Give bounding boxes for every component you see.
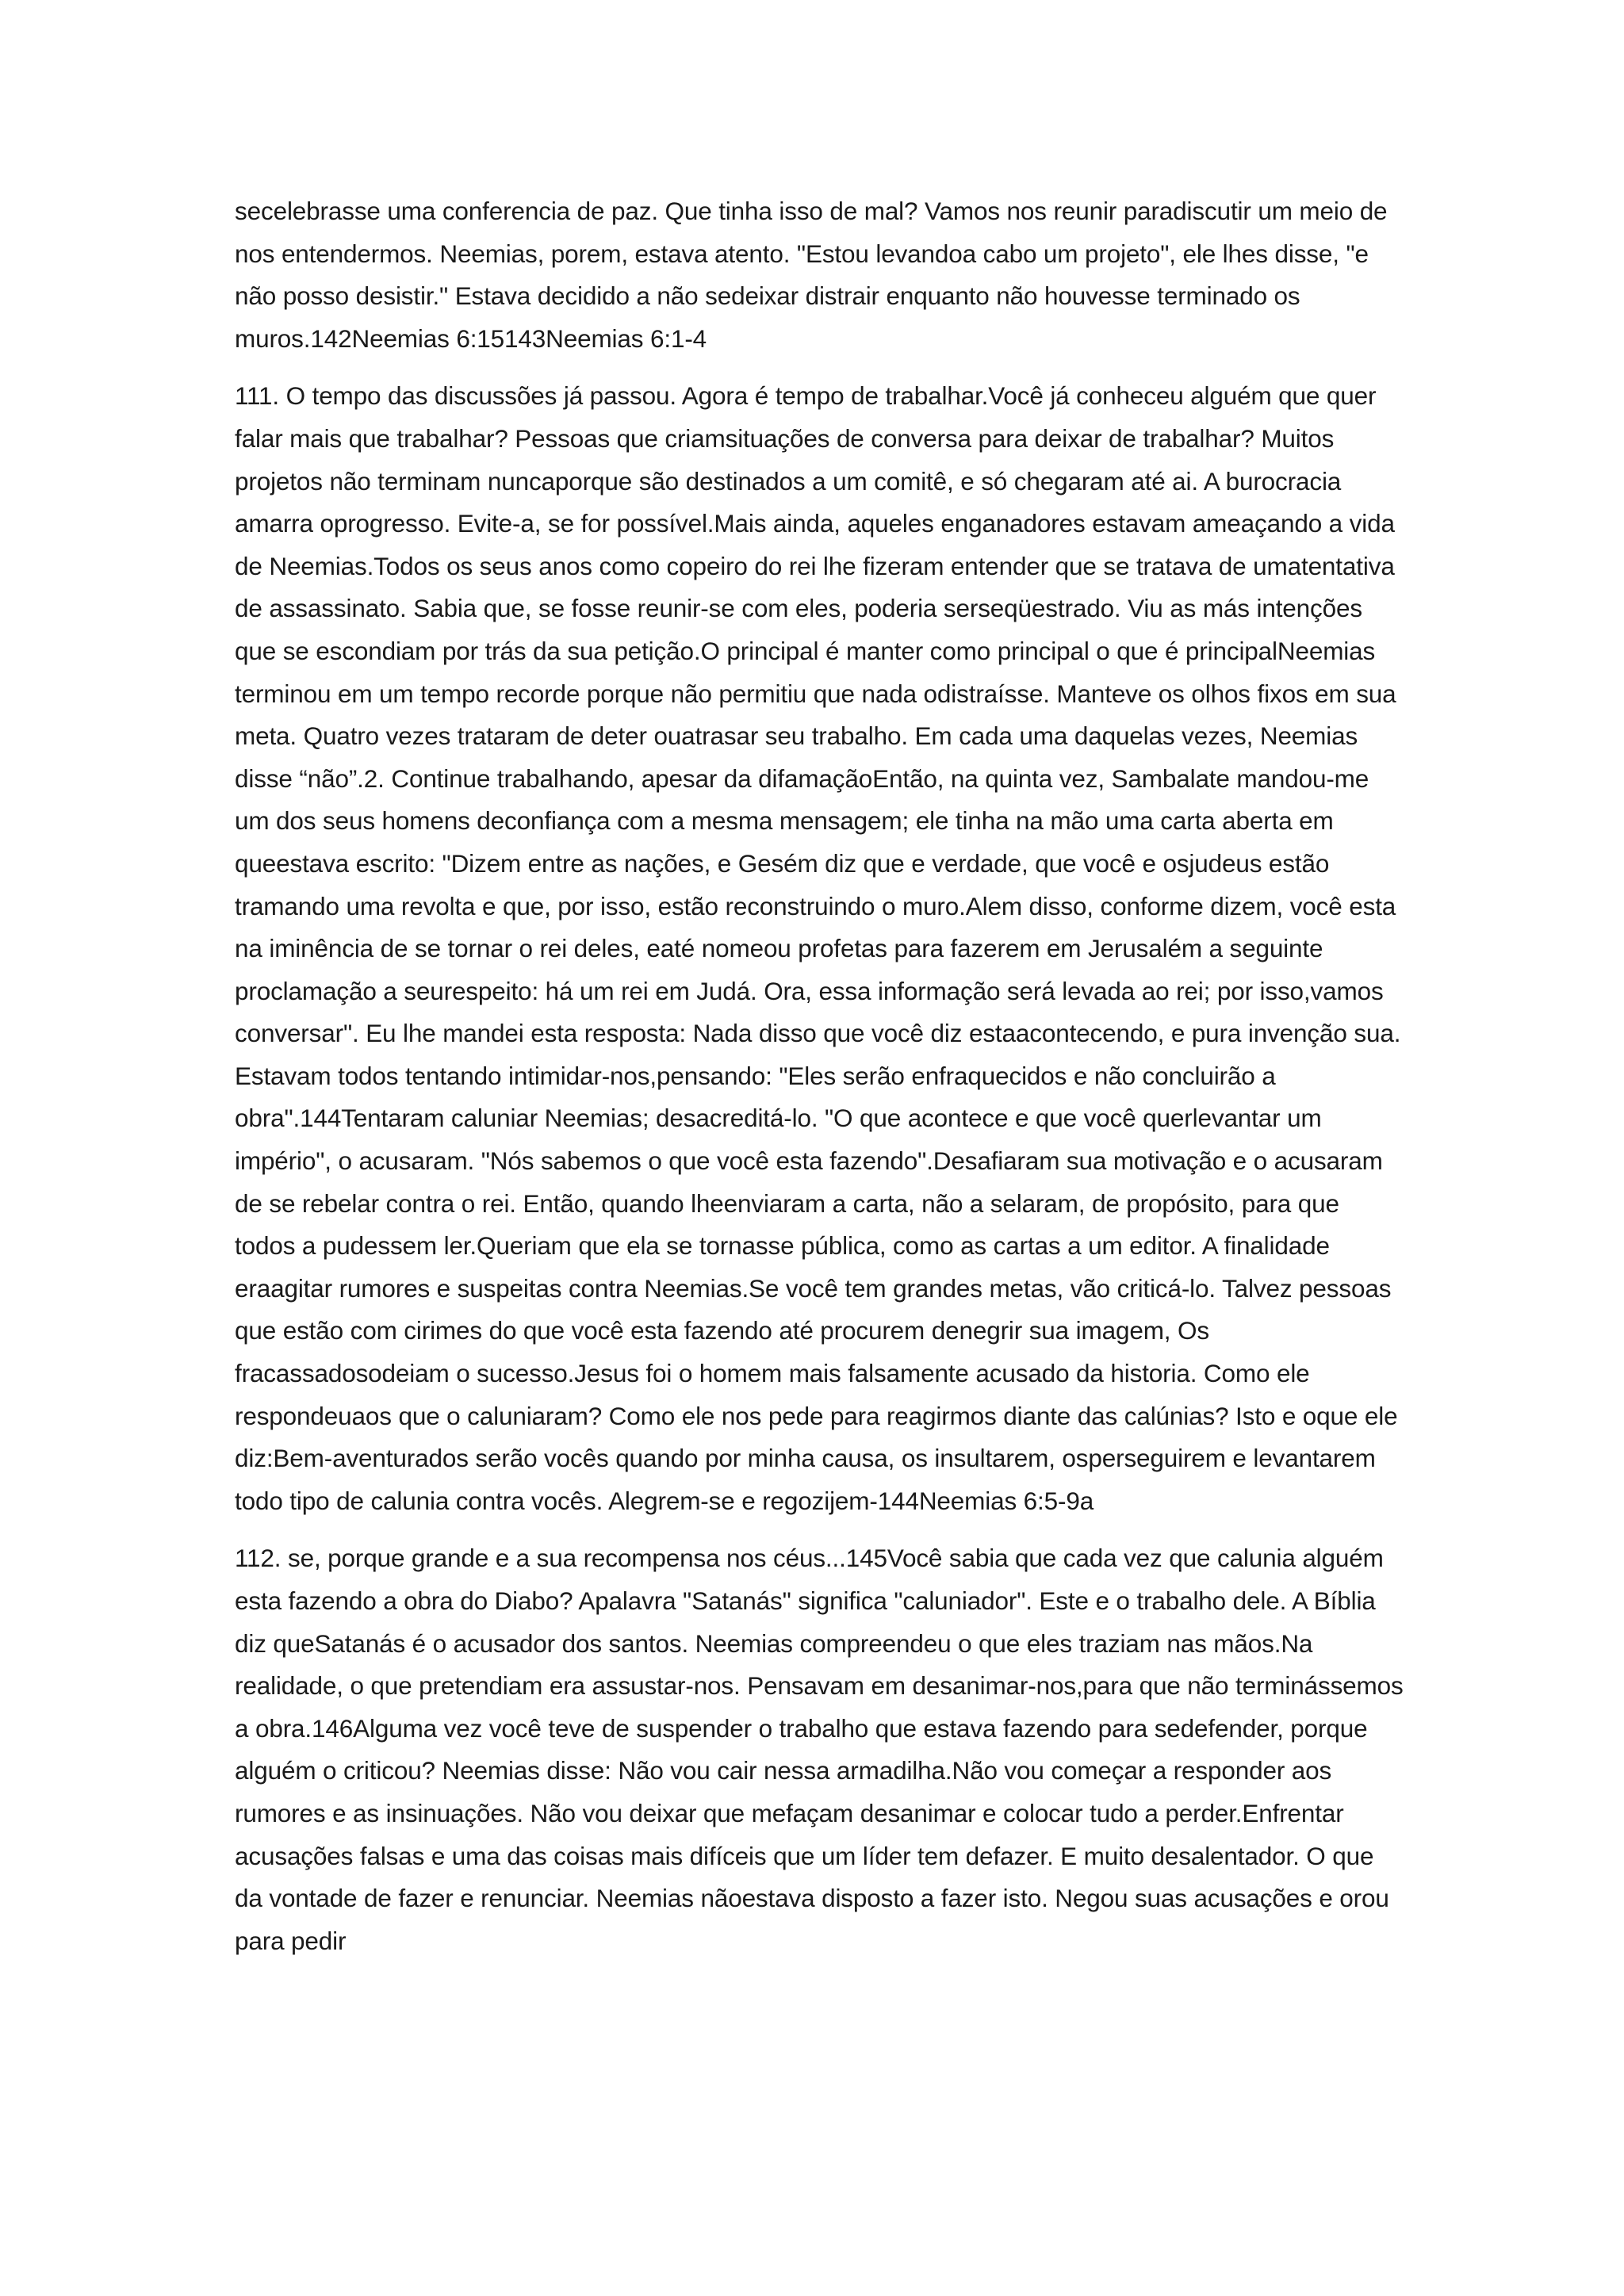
document-body (235, 190, 1404, 1977)
paragraph-1: secelebrasse uma conferencia de paz. Que tinha isso de mal? Vamos nos reunir paradiscutir um meio de nos entendermos. Neemias, porem, estava atento. "Estou levandoa cabo um projeto", ele lhes disse, "e não posso desistir." Estava decidido a não sedeixar distrair enquanto não houvesse terminado os muros.142Neemias 6:15143Neemias 6:1-4 (235, 197, 1388, 353)
paragraph-2: 111. O tempo das discussões já passou. Agora é tempo de trabalhar.Você já conheceu alguém que quer falar mais que trabalhar? Pessoas que criamsituações de conversa para deixar de trabalhar? Muitos projetos não terminam nuncaporque são destinados a um comitê, e só chegaram até ai. A burocracia amarra oprogresso. Evite-a, se for possível.Mais ainda, aqueles enganadores estavam ameaçando a vida de Neemias.Todos os seus anos como copeiro do rei lhe fizeram entender que se tratava de umatentativa de assassinato. Sabia que, se fosse reunir-se com eles, poderia serseqüestrado. Viu as más intenções que se escondiam por trás da sua petição.O principal é manter como principal o que é principalNeemias terminou em um tempo recorde porque não permitiu que nada odistraísse. Manteve os olhos fixos em sua meta. Quatro vezes trataram de deter ouatrasar seu trabalho. Em cada uma daquelas vezes, Neemias disse “não”.2. Continue trabalhando, apesar da difamaçãoEntão, na quinta vez, Sambalate mandou-me um dos seus homens deconfiança com a mesma mensagem; ele tinha na mão uma carta aberta em queestava escrito: "Dizem entre as nações, e Gesém diz que e verdade, que você e osjudeus estão tramando uma revolta e que, por isso, estão reconstruindo o muro.Alem disso, conforme dizem, você esta na iminência de se tornar o rei deles, eaté nomeou profetas para fazerem em Jerusalém a seguinte proclamação a seurespeito: há um rei em Judá. Ora, essa informação será levada ao rei; por isso,vamos conversar". Eu lhe mandei esta resposta: Nada disso que você diz estaacontecendo, e pura invenção sua. Estavam todos tentando intimidar-nos,pensando: "Eles serão enfraquecidos e não concluirão a obra".144Tentaram caluniar Neemias; desacreditá-lo. "O que acontece e que você querlevantar um império", o acusaram. "Nós sabemos o que você esta fazendo".Desafiaram sua motivação e o acusaram de se rebelar contra o rei. Então, quando lheenviaram a carta, não a selaram, de propósito, para que todos a pudessem ler.Queriam que ela se tornasse pública, como as cartas a um editor. A finalidade eraagitar rumores e suspeitas contra Neemias.Se você tem grandes metas, vão criticá-lo. Talvez pessoas que estão com cirimes do que você esta fazendo até procurem denegrir sua imagem, Os fracassadosodeiam o sucesso.Jesus foi o homem mais falsamente acusado da historia. Como ele respondeuaos que o caluniaram? Como ele nos pede para reagirmos diante das calúnias? Isto e oque ele diz:Bem-aventurados serão vocês quando por minha causa, os insultarem, osperseguirem e levantarem todo tipo de calunia contra vocês. Alegrem-se e regozijem-144Neemias 6:5-9a (235, 381, 1401, 1515)
paragraph-3: 112. se, porque grande e a sua recompensa nos céus...145Você sabia que cada vez que calunia alguém esta fazendo a obra do Diabo? Apalavra "Satanás" significa "caluniador". Este e o trabalho dele. A Bíblia diz queSatanás é o acusador dos santos. Neemias compreendeu o que eles traziam nas mãos.Na realidade, o que pretendiam era assustar-nos. Pensavam em desanimar-nos,para que não terminássemos a obra.146Alguma vez você teve de suspender o trabalho que estava fazendo para sedefender, porque alguém o criticou? Neemias disse: Não vou cair nessa armadilha.Não vou começar a responder aos rumores e as insinuações. Não vou deixar que mefaçam desanimar e colocar tudo a perder.Enfrentar acusações falsas e uma das coisas mais difíceis que um líder tem defazer. E muito desalentador. O que da vontade de fazer e renunciar. Neemias nãoestava disposto a fazer isto. Negou suas acusações e orou para pedir (235, 1544, 1404, 1955)
